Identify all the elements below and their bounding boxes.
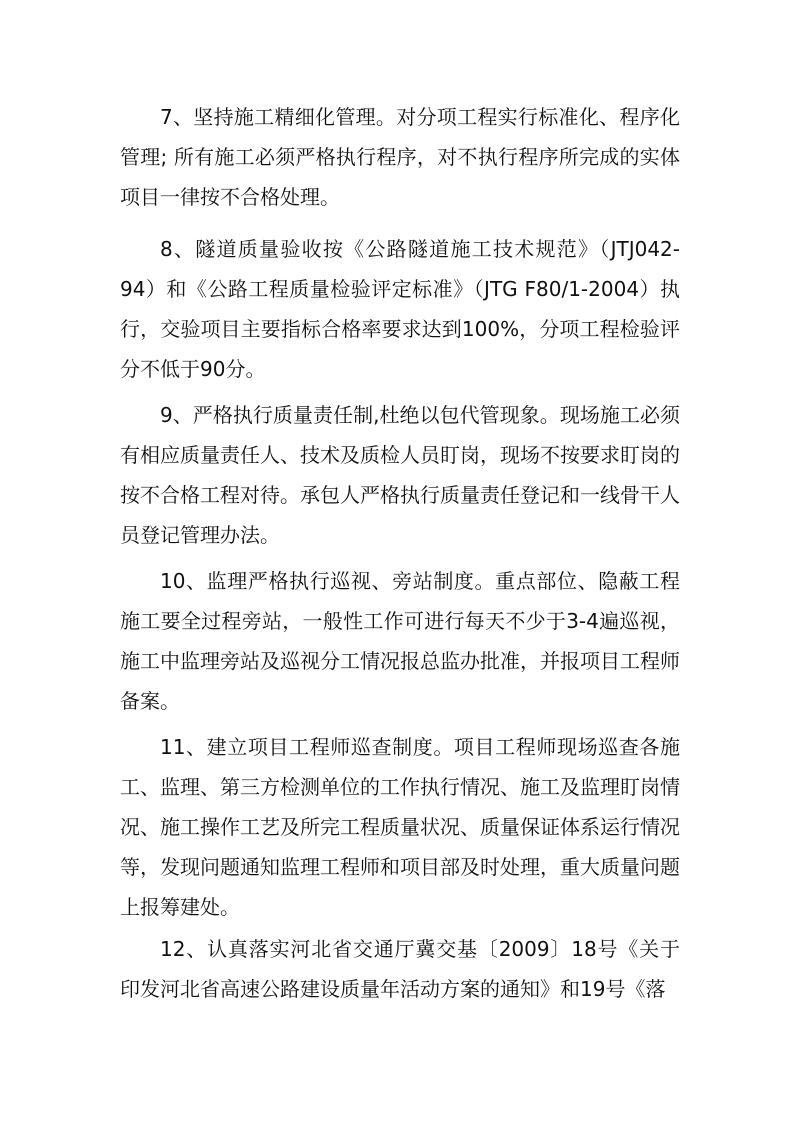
- paragraph-11: 11、建立项目工程师巡查制度。项目工程师现场巡查各施工、监理、第三方检测单位的工作执行情况、施工及监理盯岗情况、施工操作工艺及所完工程质量状况、质量保证体系运行情况等，发现问题通知监理工程师和项目部及时处理，重大质量问题上报筹建处。: [120, 735, 680, 919]
- paragraph-9: 9、严格执行质量责任制,杜绝以包代管现象。现场施工必须有相应质量责任人、技术及质检人员盯岗，现场不按要求盯岗的按不合格工程对待。承包人严格执行质量责任登记和一线骨干人员登记管理办法。: [120, 403, 680, 547]
- paragraph-7: 7、坚持施工精细化管理。对分项工程实行标准化、程序化管理; 所有施工必须严格执行程序，对不执行程序所完成的实体项目一律按不合格处理。: [120, 105, 680, 209]
- paragraph-10: 10、监理严格执行巡视、旁站制度。重点部位、隐蔽工程施工要全过程旁站，一般性工作可进行每天不少于3-4遍巡视，施工中监理旁站及巡视分工情况报总监办批准，并报项目工程师备案。: [120, 569, 680, 713]
- paragraph-12: 12、认真落实河北省交通厅冀交基〔2009〕18号《关于印发河北省高速公路建设质量年活动方案的通知》和19号《落: [120, 937, 680, 1001]
- paragraph-8: 8、隧道质量验收按《公路隧道施工技术规范》（JTJ042-94）和《公路工程质量检验评定标准》（JTG F80/1-2004）执行，交验项目主要指标合格率要求达到100%，分项工程检验评分不低于90分。: [120, 237, 680, 381]
